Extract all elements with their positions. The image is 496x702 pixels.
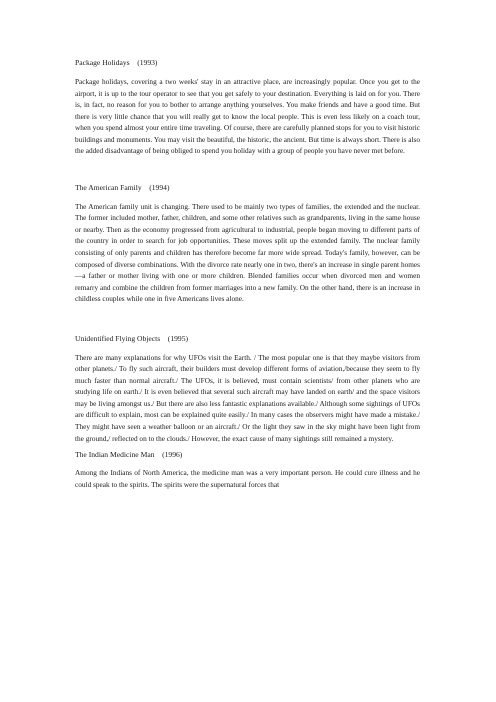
section-body-ufos: There are many explanations for why UFOs visit the Earth. / The most popular one is that they maybe visitors from other planets./ To fly such aircraft, their builders must develop different forms of aviation,/because they seem to fly much faster than normal aircraft./ The UFOs, it is believed, must contain scientists/ from other planets who are studying life on earth./ It is even believed that several such aircraft may have landed on earth/ and the space visitors may be living amongst us./ But there are also less fantastic explanations available./ Although some sightings of UFOs are difficult to explain, most can be explained quite easily./ In many cases the observers might have made a mistake./ They might have seen a weather balloon or an aircraft./ Or the light they saw in the sky might have been light from the ground,/ reflected on to the clouds./ However, the exact cause of many sightings still remained a mystery. [75, 352, 420, 443]
document-page [75, 58, 420, 490]
section-body-indian-medicine-man: Among the Indians of North America, the medicine man was a very important person. He could cure illness and he could speak to the spirits. The spirits were the supernatural forces that [75, 468, 420, 489]
section-title-american-family: The American Family (1994) [75, 182, 170, 192]
section-title-ufos: Unidentified Flying Objects (1995) [75, 333, 189, 343]
section-body-package-holidays: Package holidays, covering a two weeks' stay in an attractive place, are increasingly popular. Once you get to the airport, it is up to the tour operator to see that you get safely to your destination. Everything is laid on for you. There is, in fact, no reason for you to bother to arrange anything yourselves. You make friends and have a good time. But there is very little chance that you will really get to know the local people. This is even less likely on a coach tour, when you spend almost your entire time traveling. Of course, there are carefully planned stops for you to visit historic buildings and monuments. You may visit the beautiful, the historic, the ancient. But time is always short. There is also the added disadvantage of being obliged to spend you holiday with a group of people you have never met before. [75, 77, 420, 156]
section-body-american-family: The American family unit is changing. There used to be mainly two types of families, the extended and the nuclear. The former included mother, father, children, and some other relatives such as grandparents, living in the same house or nearby. Then as the economy progressed from agricultural to industrial, people began moving to different parts of the country in order to search for job opportunities. These moves split up the extended family. The nuclear family consisting of only parents and children has therefore become far more wide spread. Today's family, however, can be composed of diverse combinations. With the divorce rate nearly one in two, there's an increase in single parent homes—a father or mother living with one or more children. Blended families occur when divorced men and women remarry and combine the children from former marriages into a new family. On the other hand, there is an increase in childless couples while one in five Americans lives alone. [75, 201, 420, 304]
section-title-indian-medicine-man: The Indian Medicine Man (1996) [75, 450, 183, 460]
section-title-package-holidays: Package Holidays (1993) [75, 58, 158, 67]
